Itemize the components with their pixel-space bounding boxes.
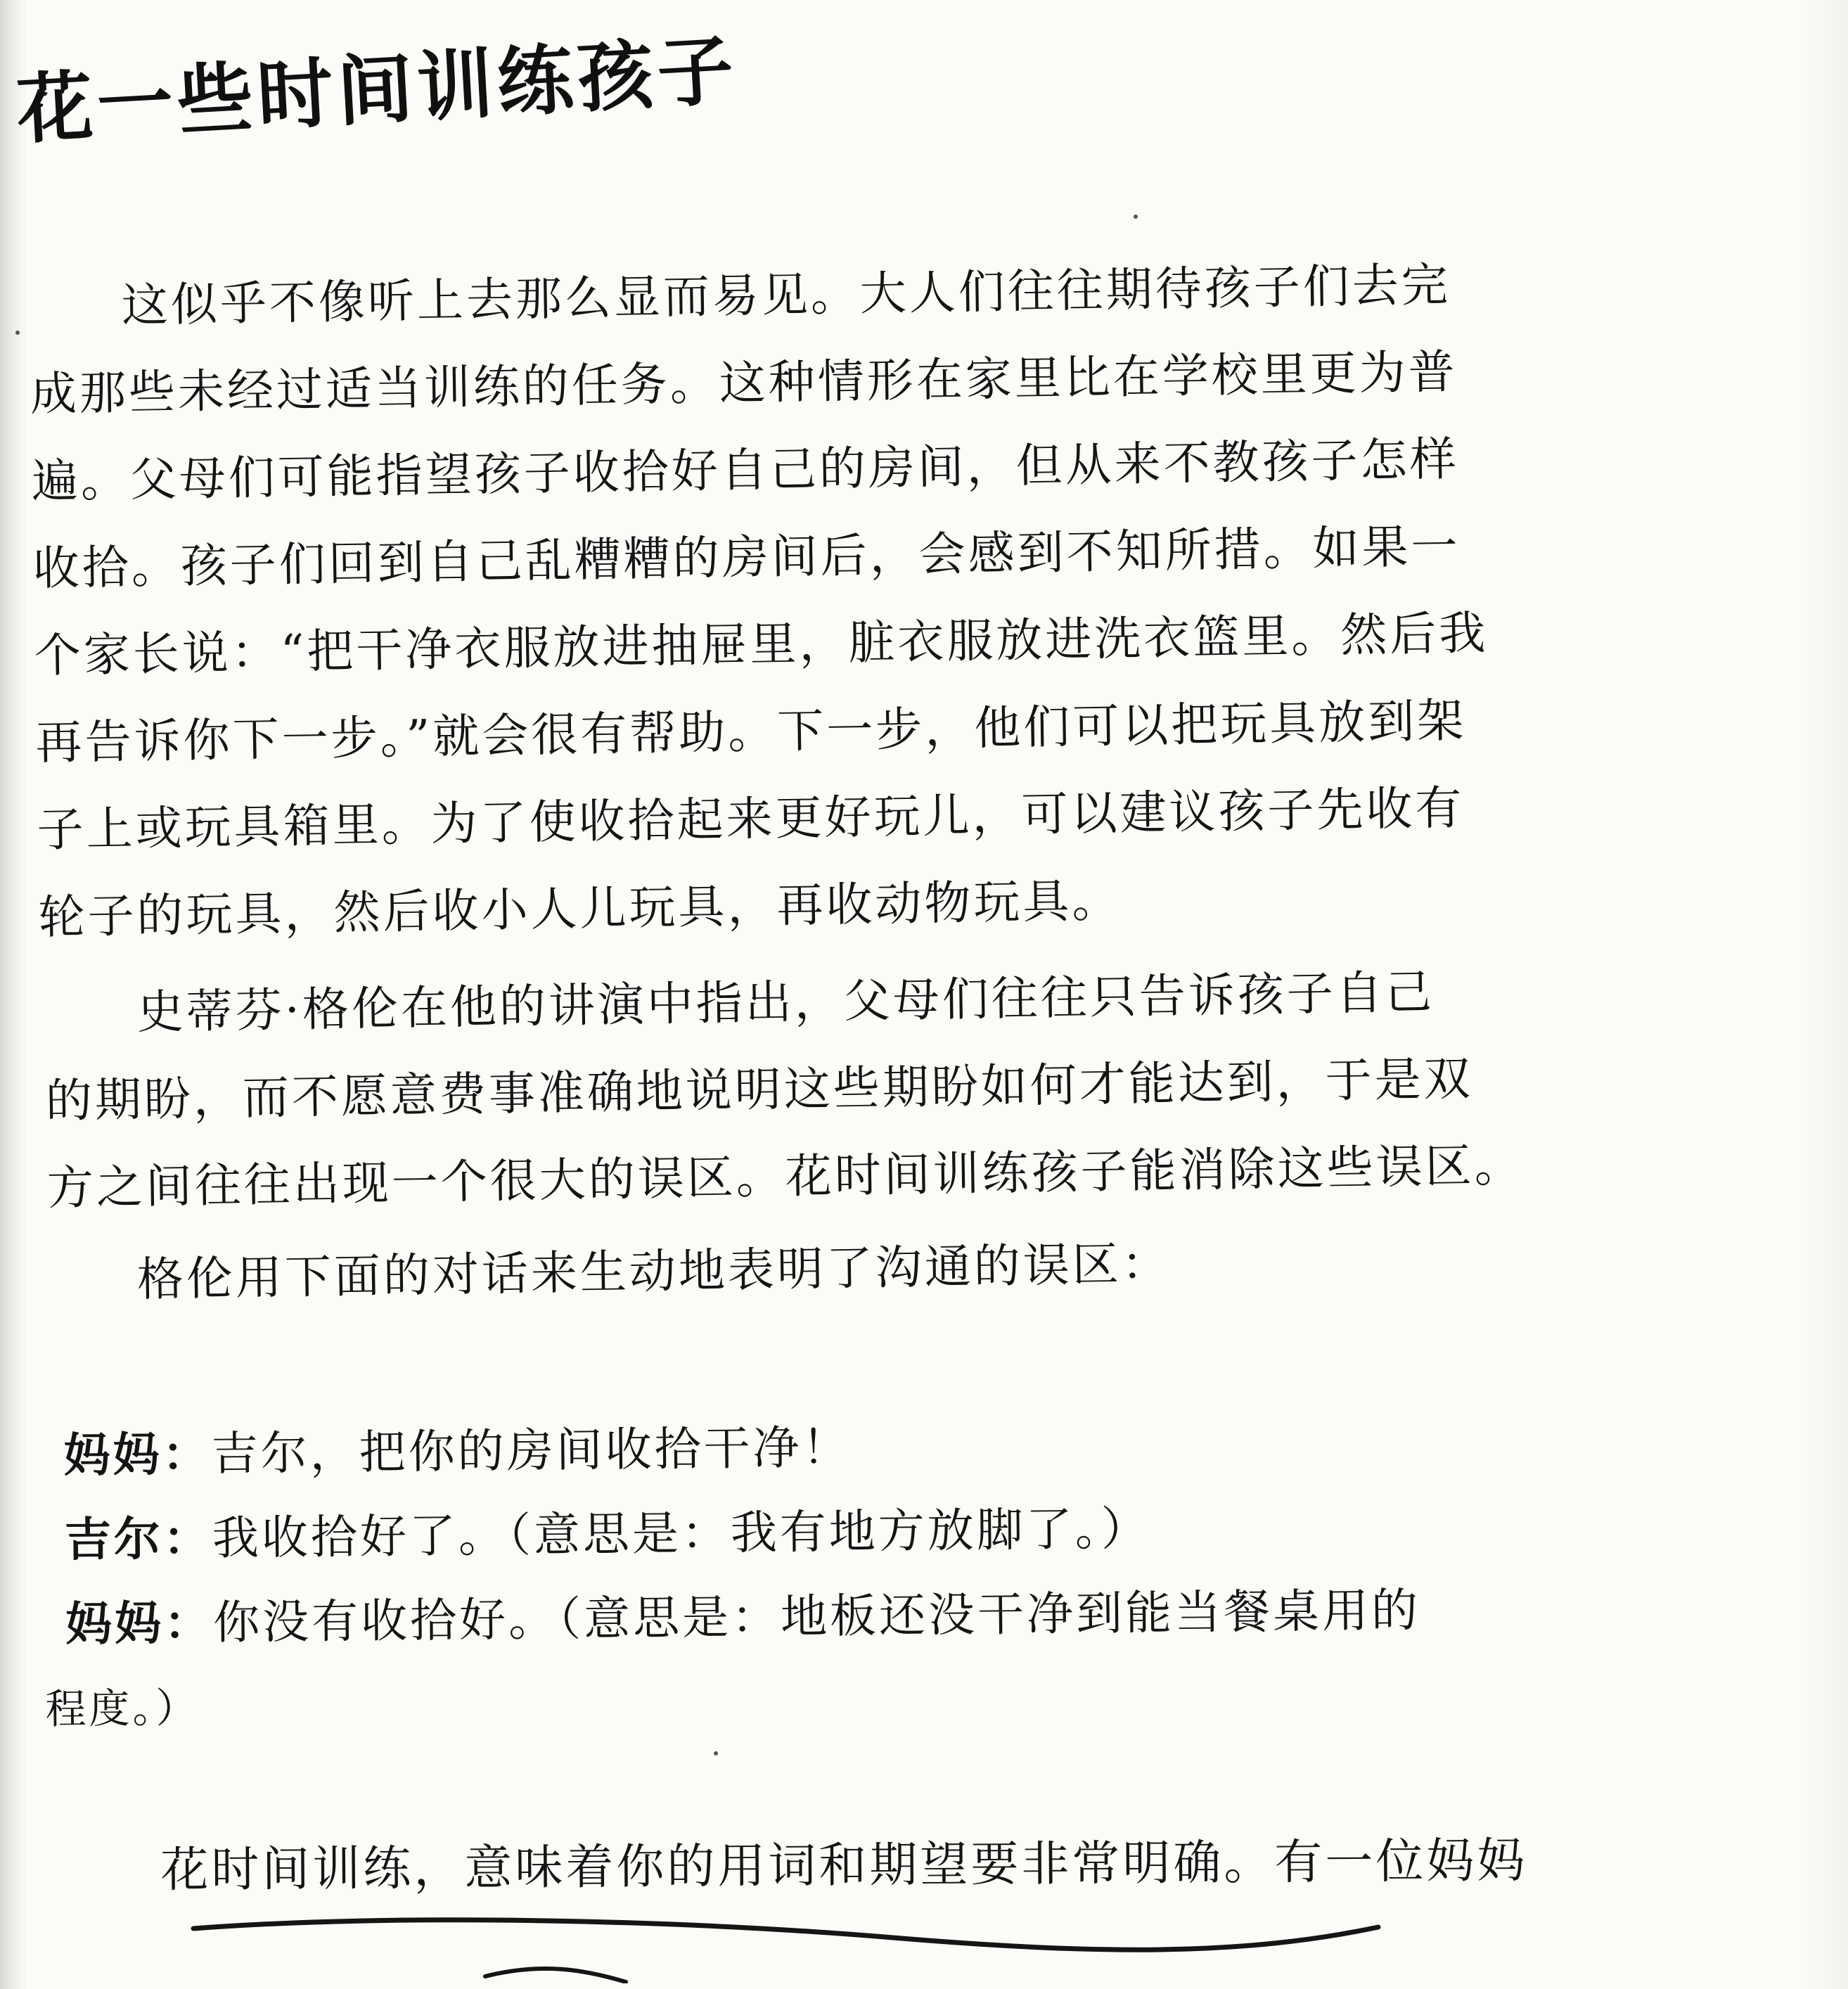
paragraph-line: 子上或玩具箱里。为了使收拾起来更好玩儿，可以建议孩子先收有 <box>37 781 1465 857</box>
bottom-line: 花时间训练，意味着你的用词和期望要非常明确。有一位妈妈 <box>160 1833 1528 1898</box>
paragraph-line: 史蒂芬·格伦在他的讲演中指出，父母们往往只告诉孩子自己 <box>136 964 1435 1040</box>
scan-speck <box>15 331 20 335</box>
paragraph-line: 再告诉你下一步。”就会很有帮助。下一步，他们可以把玩具放到架 <box>35 693 1467 770</box>
paragraph-line: 轮子的玩具，然后收小人儿玩具，再收动物玩具。 <box>37 873 1122 945</box>
paragraph-line: 格伦用下面的对话来生动地表明了沟通的误区： <box>136 1236 1172 1307</box>
underline-stroke-2 <box>485 1969 626 1982</box>
dialogue-text: 你没有收拾好。（意思是：地板还没干净到能当餐桌用的 <box>212 1582 1421 1650</box>
underline-stroke <box>193 1920 1378 1950</box>
paragraph-line: 这似乎不像听上去那么显而易见。大人们往往期待孩子们去完 <box>121 257 1451 333</box>
dialogue-speaker: 妈妈： <box>63 1426 212 1483</box>
paragraph-line: 遍。父母们可能指望孩子收拾好自己的房间，但从来不教孩子怎样 <box>31 432 1460 509</box>
paragraph-line: 的期盼，而不愿意费事准确地说明这些期盼如何才能达到，于是双 <box>45 1051 1474 1128</box>
section-title: 花一些时间训练孩子 <box>14 26 740 155</box>
paragraph-2 <box>44 945 1672 1232</box>
paragraph-line: 个家长说：“把干净衣服放进抽屉里，脏衣服放进洗衣篮里。然后我 <box>34 606 1489 683</box>
paragraph-1 <box>28 238 1663 961</box>
paragraph-3 <box>44 1213 1669 1325</box>
handwritten-underline <box>190 1899 1385 1983</box>
scan-speck <box>714 1751 718 1755</box>
paragraph-line: 方之间往往出现一个很大的误区。花时间训练孩子能消除这些误区。 <box>46 1137 1525 1215</box>
paragraph-line: 收拾。孩子们回到自己乱糟糟的房间后，会感到不知所措。如果一 <box>32 519 1461 596</box>
paragraph-line: 成那些未经过适当训练的任务。这种情形在家里比在学校里更为普 <box>30 345 1458 421</box>
dialogue-block <box>45 1397 1705 1751</box>
dialogue-speaker: 吉尔： <box>64 1511 213 1567</box>
scan-speck <box>1134 215 1138 219</box>
dialogue-text: 吉尔，把你的房间收拾干净！ <box>211 1420 852 1481</box>
dialogue-continuation: 程度。） <box>45 1683 200 1734</box>
dialogue-text: 我收拾好了。（意思是：我有地方放脚了。） <box>212 1501 1151 1566</box>
dialogue-speaker: 妈妈： <box>65 1595 214 1651</box>
